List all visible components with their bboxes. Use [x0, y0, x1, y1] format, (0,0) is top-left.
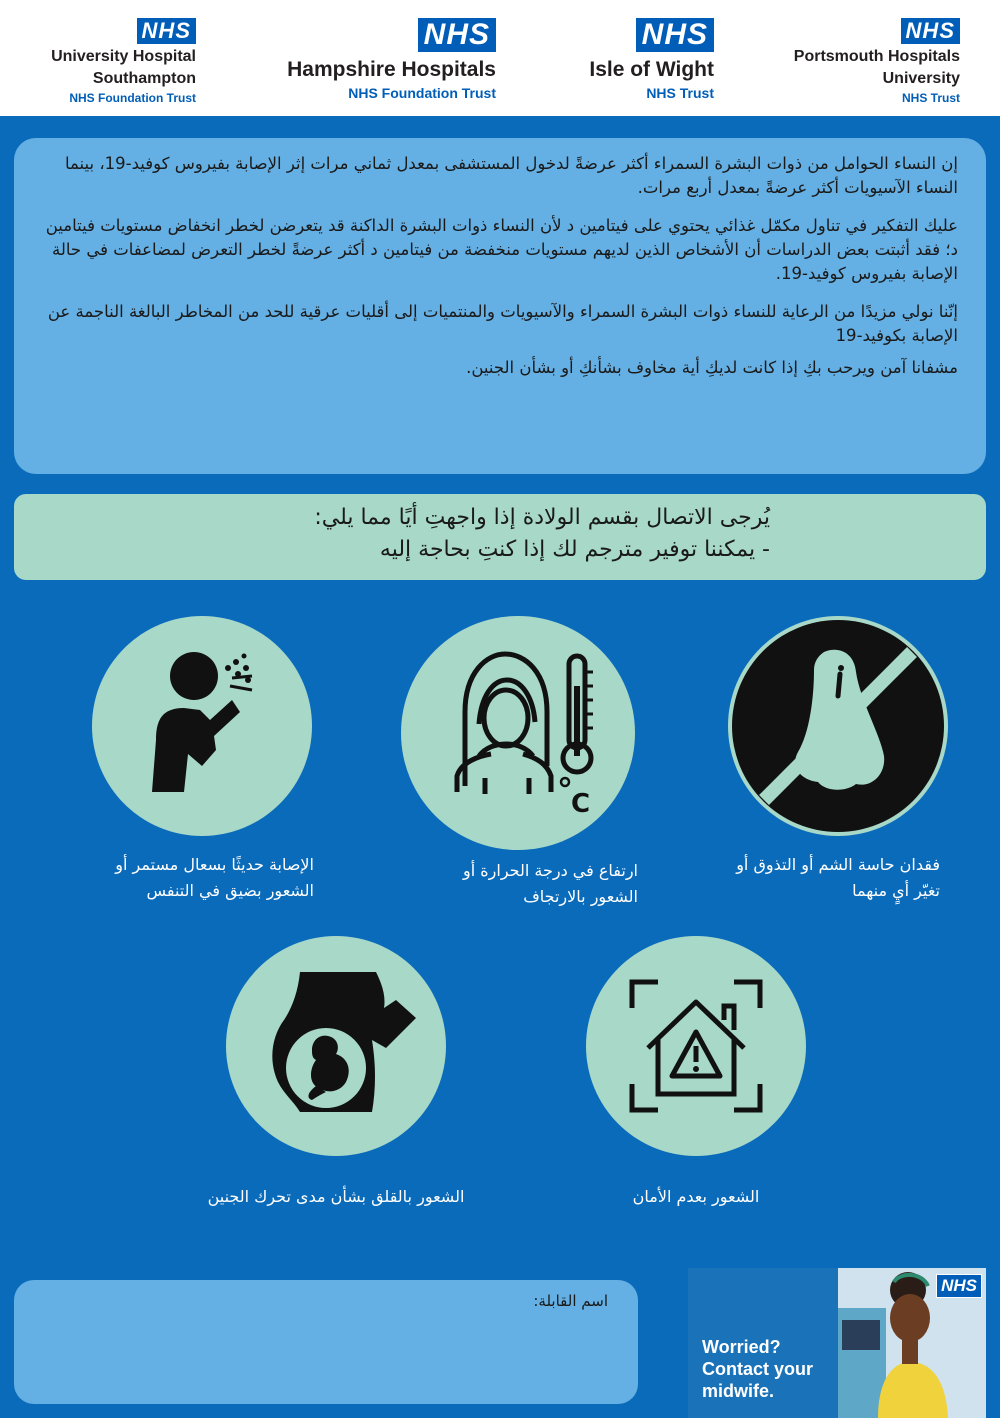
org-name-line1: Portsmouth Hospitals: [793, 48, 960, 65]
nhs-badge: NHS: [936, 1274, 982, 1298]
symptom-caption: [546, 1184, 846, 1210]
symptom-caption: [718, 852, 958, 904]
nhs-badge: NHS: [137, 18, 196, 44]
cough-icon: [92, 616, 312, 836]
contact-line-1: يُرجى الاتصال بقسم الولادة إذا واجهتِ أيًا مما يلي:: [314, 505, 770, 530]
info-paragraph-2: عليك التفكير في تناول مكمّل غذائي يحتوي على فيتامين د لأن النساء ذوات البشرة الداكنة قد يتعرضن لخطر انخفاض مستويات فيتامين د؛ فقد أثبتت بعض الدراسات أن الأشخاص الذين لديهم مستويات منخفضة من فيتامين د أكثر عرضةً لخطر التعرض لمضاعفات في حالة الإصابة بفيروس كوفيد-19.: [45, 216, 958, 283]
symptom-circle: [92, 616, 312, 836]
symptom-fever: [398, 616, 638, 910]
symptom-fetal-movement: [186, 936, 486, 1210]
caption-line-2: تغيّر أيٍ منهما: [852, 881, 940, 900]
symptom-caption: [398, 858, 638, 910]
symptom-caption: [82, 852, 322, 904]
caption-line-1: ارتفاع في درجة الحرارة أو: [463, 861, 638, 880]
midwife-name-box[interactable]: [14, 1280, 638, 1404]
info-box: [14, 138, 986, 474]
promo-banner: [688, 1268, 986, 1418]
org-name: Isle of Wight: [589, 58, 714, 81]
org-name: Hampshire Hospitals: [287, 58, 496, 81]
midwife-name-label: اسم القابلة:: [533, 1292, 608, 1310]
svg-text:C: C: [571, 789, 591, 819]
info-paragraph-3: إنّنا نولي مزيدًا من الرعاية للنساء ذوات البشرة السمراء والآسيويات والمنتميات إلى أقليات عرقية للحد من المخاطر البالغة الناجمة عن الإصابة بكوفيد-19: [47, 302, 958, 345]
symptom-circle: [586, 936, 806, 1156]
promo-message: [702, 1336, 813, 1402]
trust-name: NHS Foundation Trust: [69, 90, 196, 105]
org-name-line2: University: [882, 69, 960, 87]
symptom-smell-taste: [718, 616, 958, 904]
nhs-badge: NHS: [636, 18, 714, 52]
info-paragraph-1: إن النساء الحوامل من ذوات البشرة السمراء أكثر عرضةً لدخول المستشفى بمعدل ثماني مرات إثر الإصابة بفيروس كوفيد-19، بينما النساء الآسيويات أكثر عرضةً بمعدل أربع مرات.: [64, 154, 958, 197]
logo-uhs: [28, 18, 196, 105]
promo-line-1: Worried?: [702, 1337, 781, 1357]
promo-line-3: midwife.: [702, 1381, 775, 1401]
symptom-circle: [401, 616, 635, 850]
trust-name: NHS Trust: [646, 85, 714, 102]
trust-name: NHS Trust: [901, 90, 960, 105]
caption-line-2: الشعور بالارتجاف: [523, 887, 638, 906]
header: [0, 0, 1000, 116]
symptom-circle: [226, 936, 446, 1156]
logo-hampshire: [262, 18, 496, 101]
contact-line-2: - يمكننا توفير مترجم لك إذا كنتِ بحاجة إليه: [379, 537, 770, 562]
symptom-caption: [186, 1184, 486, 1210]
nhs-badge: NHS: [901, 18, 960, 44]
logo-portsmouth: [768, 18, 960, 105]
org-name-line1: University Hospital: [51, 48, 196, 65]
promo-line-2: Contact your: [702, 1359, 814, 1379]
caption-line-1: فقدان حاسة الشم أو التذوق أو: [736, 855, 940, 874]
fever-thermometer-icon: [401, 616, 635, 850]
logo-isle-of-wight: [572, 18, 714, 101]
symptom-circle: [728, 616, 948, 836]
info-paragraph-4: مشفانا آمن ويرحب بكِ إذا كانت لديكِ أية مخاوف بشأنكِ أو بشأن الجنين.: [466, 358, 958, 377]
trust-name: NHS Foundation Trust: [348, 85, 496, 102]
caption-line-2: الشعور بضيق في التنفس: [146, 881, 314, 900]
caption-line-1: الشعور بعدم الأمان: [632, 1187, 760, 1206]
caption-line-1: الإصابة حديثًا بسعال مستمر أو: [115, 855, 314, 874]
symptom-cough: [82, 616, 322, 904]
caption-line-1: الشعور بالقلق بشأن مدى تحرك الجنين: [207, 1187, 465, 1206]
symptom-unsafe: [546, 936, 846, 1210]
fetus-icon: [226, 936, 446, 1156]
main-panel: [0, 116, 1000, 1418]
contact-box: [14, 494, 986, 580]
unsafe-home-icon: [586, 936, 806, 1156]
org-name-line2: Southampton: [92, 69, 196, 87]
nhs-badge: NHS: [418, 18, 496, 52]
no-smell-icon: [728, 616, 948, 836]
